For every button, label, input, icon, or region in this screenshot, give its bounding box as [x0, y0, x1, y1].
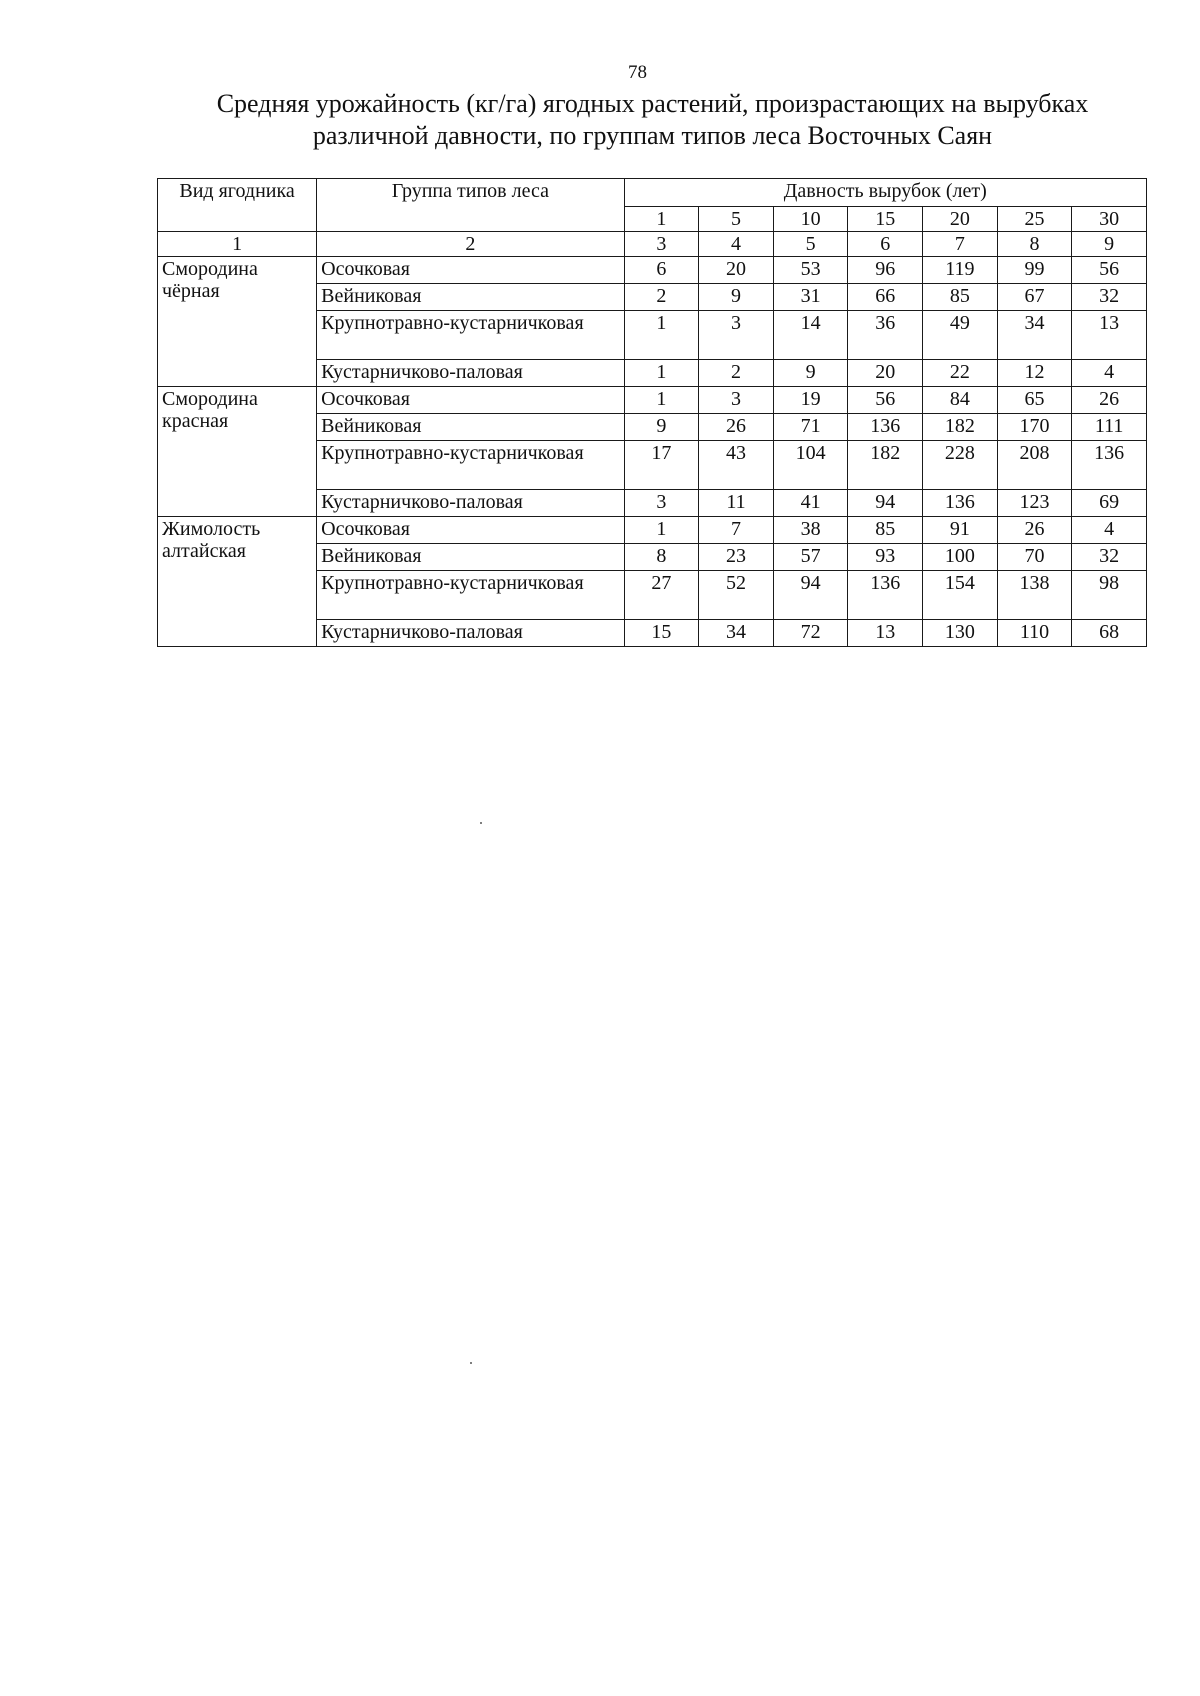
yield-value-cell: 136: [848, 571, 923, 620]
yield-value-cell: 85: [848, 517, 923, 544]
yield-value-cell: 4: [1072, 360, 1147, 387]
yield-value-cell: 19: [773, 387, 848, 414]
forest-group-cell: Кустарничково-паловая: [317, 360, 624, 387]
yield-value-cell: 119: [923, 257, 998, 284]
yield-value-cell: 182: [923, 414, 998, 441]
yield-value-cell: 208: [997, 441, 1072, 490]
yield-value-cell: 13: [1072, 311, 1147, 360]
header-year: 15: [848, 207, 923, 232]
yield-value-cell: 98: [1072, 571, 1147, 620]
forest-group-cell: Осочковая: [317, 517, 624, 544]
yield-value-cell: 43: [699, 441, 774, 490]
yield-value-cell: 4: [1072, 517, 1147, 544]
yield-value-cell: 154: [923, 571, 998, 620]
yield-value-cell: 27: [624, 571, 699, 620]
yield-value-cell: 3: [624, 490, 699, 517]
title-line-1: Средняя урожайность (кг/га) ягодных растений, произрастающих на вырубках: [216, 89, 1089, 118]
yield-value-cell: 3: [699, 311, 774, 360]
yield-value-cell: 69: [1072, 490, 1147, 517]
yield-value-cell: 110: [997, 620, 1072, 647]
yield-value-cell: 23: [699, 544, 774, 571]
table-row: [158, 387, 1147, 414]
column-number: 2: [317, 232, 624, 257]
table-row: [158, 517, 1147, 544]
yield-value-cell: 68: [1072, 620, 1147, 647]
yield-value-cell: 6: [624, 257, 699, 284]
header-year: 20: [923, 207, 998, 232]
yield-value-cell: 136: [848, 414, 923, 441]
yield-value-cell: 94: [848, 490, 923, 517]
yield-value-cell: 123: [997, 490, 1072, 517]
header-year: 5: [699, 207, 774, 232]
yield-value-cell: 91: [923, 517, 998, 544]
species-cell: Смородина чёрная: [158, 257, 317, 387]
column-number: 1: [158, 232, 317, 257]
column-number: 5: [773, 232, 848, 257]
page-number: 78: [628, 62, 647, 83]
column-number: 8: [997, 232, 1072, 257]
yield-value-cell: 34: [997, 311, 1072, 360]
forest-group-cell: Крупнотравно-кустарничковая: [317, 441, 624, 490]
yield-value-cell: 111: [1072, 414, 1147, 441]
header-year: 1: [624, 207, 699, 232]
forest-group-cell: Вейниковая: [317, 544, 624, 571]
column-number: 9: [1072, 232, 1147, 257]
forest-group-cell: Кустарничково-паловая: [317, 620, 624, 647]
yield-value-cell: 182: [848, 441, 923, 490]
forest-group-cell: Крупнотравно-кустарничковая: [317, 311, 624, 360]
yield-value-cell: 136: [923, 490, 998, 517]
yield-value-cell: 66: [848, 284, 923, 311]
column-number: 7: [923, 232, 998, 257]
yield-value-cell: 13: [848, 620, 923, 647]
scan-speck: [480, 822, 482, 824]
yield-value-cell: 3: [699, 387, 774, 414]
title-line-2: различной давности, по группам типов леса Восточных Саян: [312, 121, 993, 150]
yield-value-cell: 100: [923, 544, 998, 571]
species-cell: Смородина красная: [158, 387, 317, 517]
yield-value-cell: 56: [848, 387, 923, 414]
header-age: Давность вырубок (лет): [624, 179, 1147, 207]
yield-value-cell: 15: [624, 620, 699, 647]
forest-group-cell: Вейниковая: [317, 414, 624, 441]
species-cell: Жимолость алтайская: [158, 517, 317, 647]
forest-group-cell: Кустарничково-паловая: [317, 490, 624, 517]
yield-value-cell: 52: [699, 571, 774, 620]
yield-value-cell: 96: [848, 257, 923, 284]
yield-value-cell: 26: [997, 517, 1072, 544]
yield-value-cell: 228: [923, 441, 998, 490]
yield-value-cell: 93: [848, 544, 923, 571]
yield-value-cell: 20: [699, 257, 774, 284]
yield-value-cell: 12: [997, 360, 1072, 387]
column-number: 4: [699, 232, 774, 257]
yield-value-cell: 67: [997, 284, 1072, 311]
yield-value-cell: 26: [699, 414, 774, 441]
yield-value-cell: 2: [699, 360, 774, 387]
header-year: 10: [773, 207, 848, 232]
yield-table: [157, 178, 1147, 647]
yield-value-cell: 57: [773, 544, 848, 571]
yield-value-cell: 1: [624, 360, 699, 387]
yield-value-cell: 17: [624, 441, 699, 490]
header-forest-group: Группа типов леса: [317, 179, 624, 232]
header-row: [158, 179, 1147, 207]
yield-value-cell: 130: [923, 620, 998, 647]
header-year: 30: [1072, 207, 1147, 232]
yield-value-cell: 22: [923, 360, 998, 387]
column-number: 6: [848, 232, 923, 257]
yield-value-cell: 136: [1072, 441, 1147, 490]
yield-value-cell: 71: [773, 414, 848, 441]
yield-value-cell: 38: [773, 517, 848, 544]
yield-value-cell: 70: [997, 544, 1072, 571]
header-species: Вид ягодника: [158, 179, 317, 232]
forest-group-cell: Крупнотравно-кустарничковая: [317, 571, 624, 620]
column-number: 3: [624, 232, 699, 257]
forest-group-cell: Осочковая: [317, 257, 624, 284]
yield-value-cell: 84: [923, 387, 998, 414]
yield-value-cell: 11: [699, 490, 774, 517]
table-row: [158, 257, 1147, 284]
yield-value-cell: 31: [773, 284, 848, 311]
scan-speck: [470, 1362, 472, 1364]
yield-value-cell: 32: [1072, 544, 1147, 571]
yield-value-cell: 2: [624, 284, 699, 311]
yield-value-cell: 14: [773, 311, 848, 360]
yield-value-cell: 32: [1072, 284, 1147, 311]
yield-value-cell: 34: [699, 620, 774, 647]
forest-group-cell: Вейниковая: [317, 284, 624, 311]
yield-value-cell: 65: [997, 387, 1072, 414]
page-title: [155, 88, 1150, 152]
yield-value-cell: 36: [848, 311, 923, 360]
yield-value-cell: 56: [1072, 257, 1147, 284]
yield-value-cell: 1: [624, 387, 699, 414]
yield-value-cell: 20: [848, 360, 923, 387]
yield-value-cell: 1: [624, 517, 699, 544]
yield-value-cell: 8: [624, 544, 699, 571]
yield-value-cell: 9: [773, 360, 848, 387]
yield-value-cell: 138: [997, 571, 1072, 620]
yield-value-cell: 9: [699, 284, 774, 311]
yield-value-cell: 104: [773, 441, 848, 490]
yield-value-cell: 7: [699, 517, 774, 544]
column-number-row: [158, 232, 1147, 257]
yield-value-cell: 1: [624, 311, 699, 360]
yield-value-cell: 99: [997, 257, 1072, 284]
yield-value-cell: 49: [923, 311, 998, 360]
yield-value-cell: 72: [773, 620, 848, 647]
yield-value-cell: 41: [773, 490, 848, 517]
yield-value-cell: 53: [773, 257, 848, 284]
header-year: 25: [997, 207, 1072, 232]
yield-value-cell: 94: [773, 571, 848, 620]
yield-value-cell: 85: [923, 284, 998, 311]
yield-value-cell: 26: [1072, 387, 1147, 414]
yield-value-cell: 170: [997, 414, 1072, 441]
forest-group-cell: Осочковая: [317, 387, 624, 414]
yield-value-cell: 9: [624, 414, 699, 441]
